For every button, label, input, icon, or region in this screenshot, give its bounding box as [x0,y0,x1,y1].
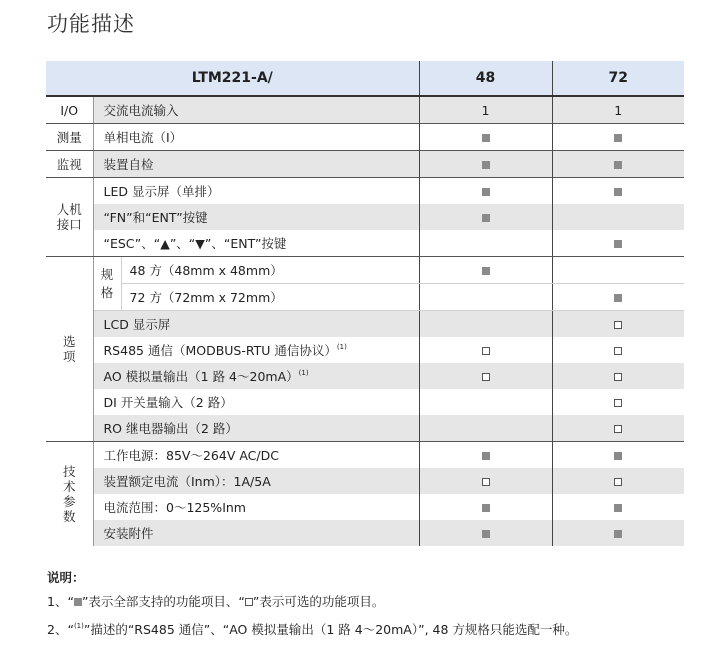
feature-label: LED 显示屏（单排） [103,184,220,199]
empty-cell [419,311,552,338]
function-table [46,61,684,546]
empty-square-icon [614,373,622,381]
group-measure: 测量 [46,124,93,151]
feature-label: AO 模拟量输出（1 路 4～20mA）$^{(1)}$ [93,363,419,389]
standard-mark-72 [552,124,684,151]
table-row-rated [46,468,684,494]
feature-label: 装置额定电流（Inm）：1A/5A [93,468,419,494]
filled-square-icon [482,161,490,169]
table-row-ao [46,363,684,389]
standard-mark-48 [419,520,552,546]
standard-mark-48 [419,257,552,284]
optional-mark-72 [552,311,684,338]
optional-mark-72 [552,389,684,415]
filled-square-icon [482,452,490,460]
empty-square-icon [614,347,622,355]
empty-square-icon [482,478,490,486]
standard-mark-72 [552,520,684,546]
standard-mark-72 [552,284,684,311]
filled-square-icon [614,188,622,196]
standard-mark-48 [419,178,552,205]
feature-label: RS485 通信（MODBUS-RTU 通信协议）$^{(1)}$ [103,343,347,358]
table-row-led [46,178,684,205]
group-io: I/O [46,96,93,124]
standard-mark-72 [552,178,684,205]
table-row-rs485 [46,337,684,363]
feature-label: 安装附件 [93,520,419,546]
empty-square-icon [614,425,622,433]
optional-mark-48 [419,337,552,363]
group-monitor: 监视 [46,151,93,178]
table-row-power [46,442,684,469]
empty-square-icon [245,598,253,606]
group-tech: 技 术 参 数 [46,442,93,547]
standard-mark-48 [419,494,552,520]
table-row-fn-ent [46,204,684,230]
table-row-lcd [46,311,684,338]
standard-mark-72 [552,151,684,178]
feature-label: 单相电流（I） [93,124,419,151]
optional-mark-48 [419,468,552,494]
empty-square-icon [614,478,622,486]
table-row-range [46,494,684,520]
standard-mark-48 [419,151,552,178]
standard-mark-72 [552,442,684,469]
table-row-io [46,96,684,124]
page-title: 功能描述 [47,12,135,36]
standard-mark-48 [419,204,552,230]
value-72: 1 [552,96,684,124]
empty-cell [552,257,684,284]
feature-label: 工作电源：85V～264V AC/DC [103,448,279,463]
empty-square-icon [614,399,622,407]
feature-label: RO 继电器输出（2 路） [93,415,419,442]
optional-mark-72 [552,337,684,363]
feature-label: 装置自检 [93,151,419,178]
footnote-marker: (1) [298,369,309,377]
notes-title: 说明： [47,570,85,585]
filled-square-icon [614,530,622,538]
filled-square-icon [482,267,490,275]
note-1: 1、“ ”表示全部支持的功能项目、“ ”表示可选的功能项目。 [47,594,385,609]
footnote-marker: (1) [73,622,84,630]
feature-label: 72 方（72mm x 72mm） [121,284,419,311]
header-col-72: 72 [552,61,684,96]
filled-square-icon [614,294,622,302]
group-hmi: 人机 接口 [46,178,93,257]
feature-label: 交流电流输入 [93,96,419,124]
feature-label: DI 开关量输入（2 路） [103,395,233,410]
filled-square-icon [74,598,82,606]
table-row-spec48 [46,257,684,284]
note-2: 2、“$^{(1)}$”描述的“RS485 通信”、“AO 模拟量输出（1 路 4～20mA）”, 48 方规格只能选配一种。 [47,622,578,637]
filled-square-icon [482,530,490,538]
header-row [46,61,684,96]
empty-square-icon [482,373,490,381]
standard-mark-48 [419,124,552,151]
filled-square-icon [614,240,622,248]
table-row-di [46,389,684,415]
filled-square-icon [482,214,490,222]
empty-cell [419,389,552,415]
empty-square-icon [482,347,490,355]
optional-mark-72 [552,468,684,494]
table-row-ro [46,415,684,442]
filled-square-icon [614,161,622,169]
footnote-marker: (1) [336,343,347,351]
spec-label: 规 格 [93,257,121,311]
value-48: 1 [419,96,552,124]
filled-square-icon [482,134,490,142]
table-row-measure [46,124,684,151]
feature-label: 电流范围：0～125%Inm [103,500,246,515]
standard-mark-72 [552,494,684,520]
optional-mark-48 [419,363,552,389]
empty-cell [419,284,552,311]
header-model: LTM221-A/ [46,61,419,96]
standard-mark-72 [552,230,684,257]
optional-mark-72 [552,415,684,442]
optional-mark-72 [552,363,684,389]
notes-section [47,566,577,642]
empty-square-icon [614,321,622,329]
empty-cell [552,204,684,230]
feature-label: LCD 显示屏 [93,311,419,338]
header-col-48: 48 [419,61,552,96]
filled-square-icon [482,504,490,512]
group-options: 选 项 [46,257,93,442]
feature-label: “FN”和“ENT”按键 [93,204,419,230]
filled-square-icon [614,134,622,142]
empty-cell [419,230,552,257]
feature-label: “ESC”、“▲”、“▼”、“ENT”按键 [93,230,419,257]
table-row-monitor [46,151,684,178]
filled-square-icon [614,452,622,460]
filled-square-icon [482,188,490,196]
table-row-spec72 [46,284,684,311]
empty-cell [419,415,552,442]
table-row-accessory [46,520,684,546]
standard-mark-48 [419,442,552,469]
feature-label: 48 方（48mm x 48mm） [121,257,419,284]
filled-square-icon [614,504,622,512]
table-row-esc-keys [46,230,684,257]
